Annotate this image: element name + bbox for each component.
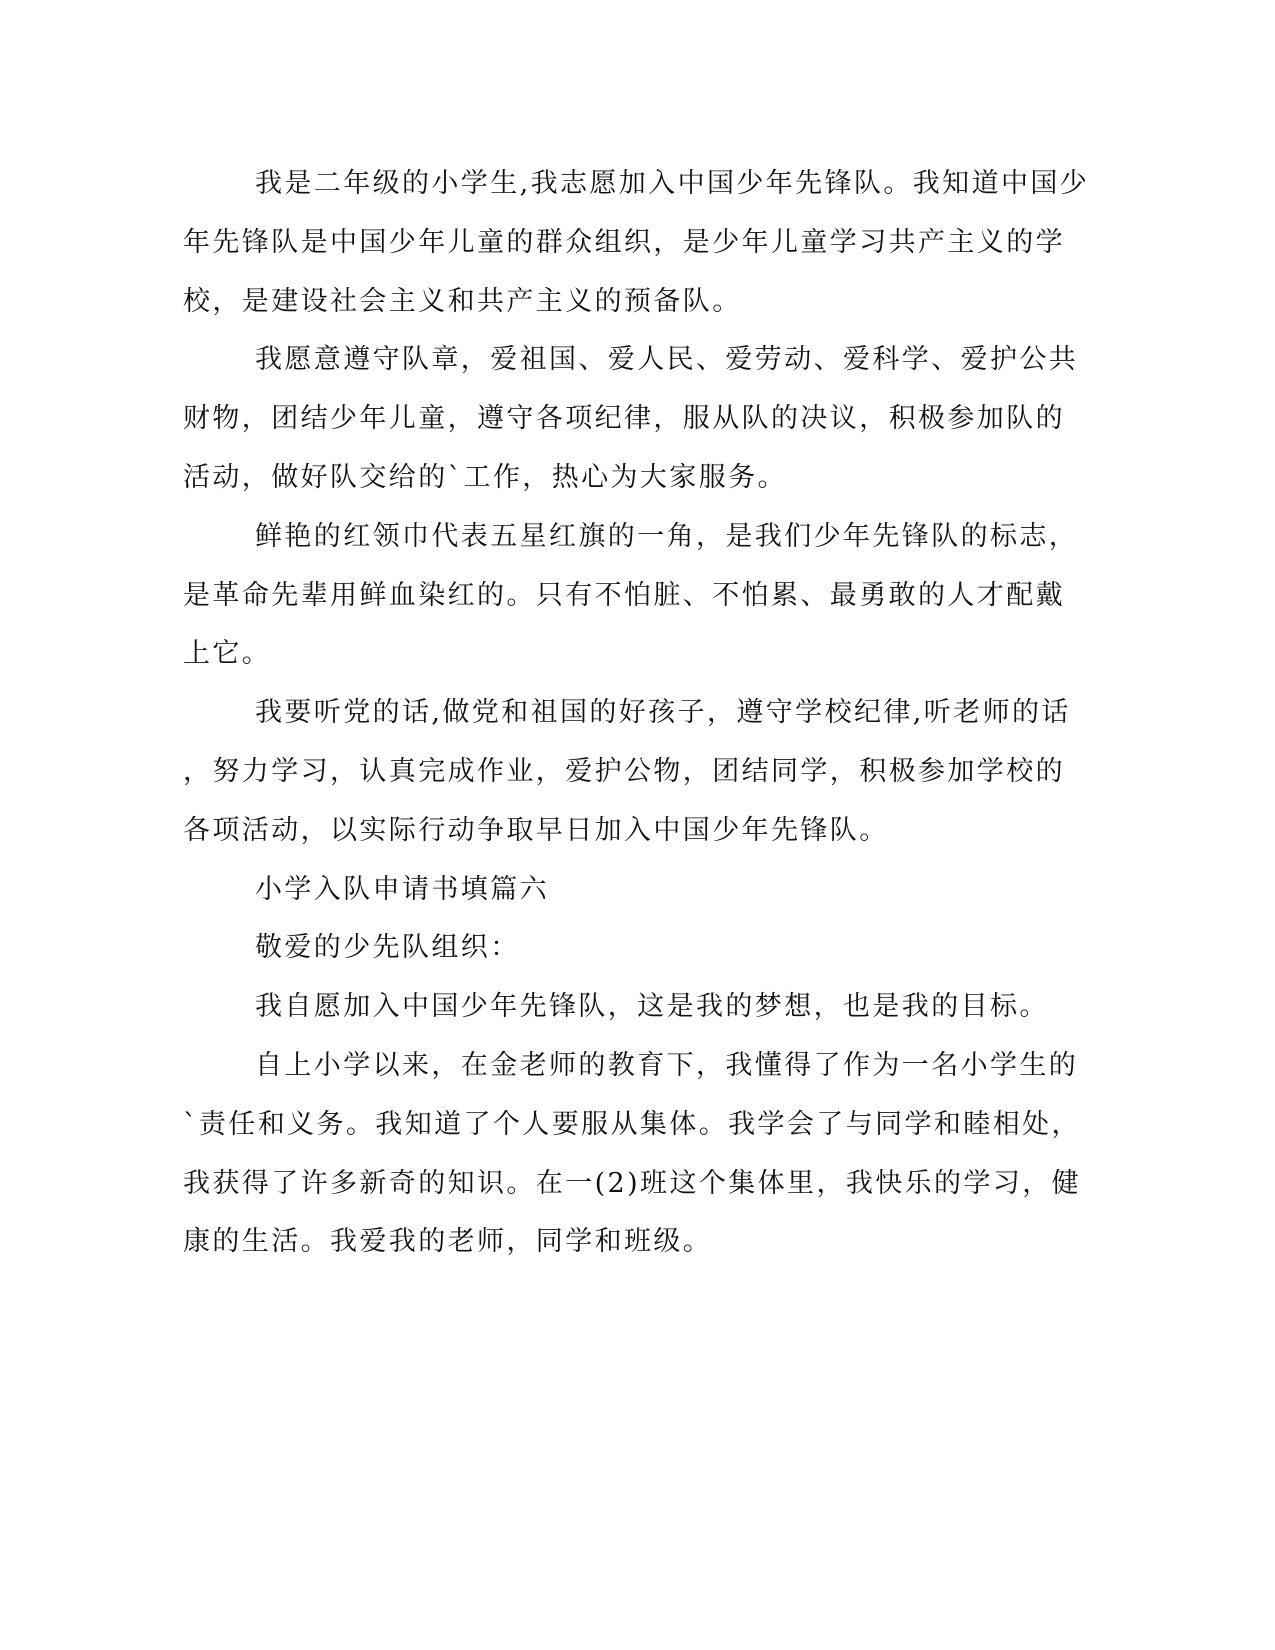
text-line: 校，是建设社会主义和共产主义的预备队。 (183, 285, 742, 317)
text-line: 我要听党的话,做党和祖国的好孩子，遵守学校纪律,听老师的话 (255, 697, 1071, 729)
salutation (183, 919, 1043, 978)
text-line: 敬爱的少先队组织： (255, 932, 520, 964)
text-line: 自上小学以来，在金老师的教育下，我懂得了作为一名小学生的 (255, 1049, 1079, 1081)
text-line: `责任和义务。我知道了个人要服从集体。我学会了与同学和睦相处， (183, 1108, 1081, 1140)
text-line: 小学入队申请书填篇六 (255, 873, 549, 905)
paragraph (183, 684, 1071, 860)
text-line: 我愿意遵守队章，爱祖国、爱人民、爱劳动、爱科学、爱护公共 (255, 344, 1079, 376)
paragraph (183, 331, 1079, 507)
text-line: ，努力学习，认真完成作业，爱护公物，团结同学，积极参加学校的 (183, 755, 1065, 787)
paragraph (183, 508, 1079, 684)
text-line: 我获得了许多新奇的知识。在一(2)班这个集体里，我快乐的学习，健 (183, 1167, 1082, 1199)
paragraph (183, 978, 1049, 1037)
paragraph (183, 1037, 1082, 1272)
text-line: 活动，做好队交给的`工作，热心为大家服务。 (183, 461, 787, 493)
text-line: 财物，团结少年儿童，遵守各项纪律，服从队的决议，积极参加队的 (183, 403, 1065, 435)
text-line: 康的生活。我爱我的老师，同学和班级。 (183, 1226, 713, 1258)
text-line: 各项活动，以实际行动争取早日加入中国少年先锋队。 (183, 814, 889, 846)
text-line: 是革命先辈用鲜血染红的。只有不怕脏、不怕累、最勇敢的人才配戴 (183, 579, 1065, 611)
text-line: 年先锋队是中国少年儿童的群众组织，是少年儿童学习共产主义的学 (183, 226, 1065, 258)
text-line: 我是二年级的小学生,我志愿加入中国少年先锋队。我知道中国少 (255, 168, 1090, 199)
paragraph (183, 155, 1090, 331)
text-line: 鲜艳的红领巾代表五星红旗的一角，是我们少年先锋队的标志， (255, 520, 1079, 552)
text-line: 我自愿加入中国少年先锋队，这是我的梦想，也是我的目标。 (255, 991, 1049, 1023)
text-line: 上它。 (183, 638, 272, 670)
section-heading (183, 861, 1043, 920)
document-body (183, 155, 1090, 1272)
